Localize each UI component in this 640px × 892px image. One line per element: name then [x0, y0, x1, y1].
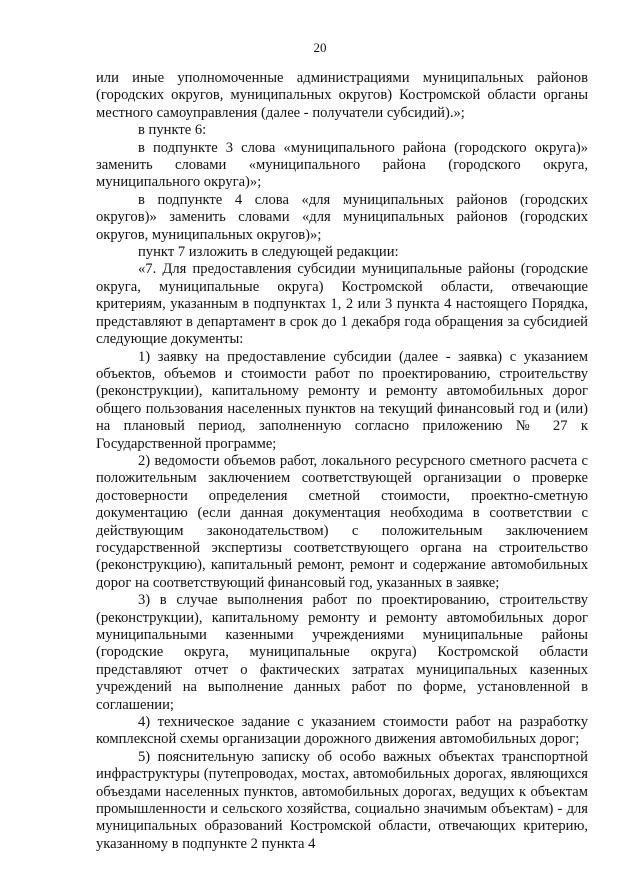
paragraph-item-7-header: пункт 7 изложить в следующей редакции: [138, 244, 399, 261]
paragraph-subitem-3: в подпункте 3 слова «муниципального района (городского округа)» заменить словами «муниципального района (городского округа, муниципального округа)»; [96, 139, 588, 191]
document-body [96, 70, 588, 853]
paragraph-item-6-header: в пункте 6: [138, 122, 207, 139]
paragraph-doc-1: 1) заявку на предоставление субсидии (далее - заявка) с указанием объектов, объемов и стоимости работ по проектированию, строительству (реконструкции), капитальному ремонту и ремонту автомобильных дорог общего пользования населенных пунктов на текущий финансовый год и (или) на плановый период, заполненную согласно приложению № 27 к Государственной программе; [96, 348, 588, 452]
paragraph-doc-5: 5) пояснительную записку об особо важных объектах транспортной инфраструктуры (путепроводах, мостах, автомобильных дорогах, являющихся объездами населенных пунктов, автомобильных дорогах, ведущих к объектам промышленности и сельского хозяйства, социально значимым объектам) - для муниципальных образований Костромской области, отвечающих критерию, указанному в подпункте 2 пункта 4 [96, 748, 588, 852]
paragraph-subitem-4: в подпункте 4 слова «для муниципальных районов (городских округов)» заменить словами «для муниципальных районов (городских округов, муниципальных округов)»; [96, 191, 588, 243]
paragraph-item-7-text: «7. Для предоставления субсидии муниципальные районы (городские округа, муниципальные округа) Костромской области, отвечающие критериям, указанным в подпунктах 1, 2 или 3 пункта 4 настоящего Порядка, представляют в департамент в срок до 1 декабря года обращения за субсидией следующие документы: [96, 261, 588, 348]
paragraph-doc-3: 3) в случае выполнения работ по проектированию, строительству (реконструкции), капитальному ремонту и ремонту автомобильных дорог муниципальными казенными учреждениями муниципальные районы (городские округа, муниципальные округа) Костромской области представляют отчет о фактических затратах муниципальных казенных учреждений на выполнение данных работ по форме, установленной в соглашении; [96, 592, 588, 713]
paragraph-doc-4: 4) техническое задание с указанием стоимости работ на разработку комплексной схемы организации дорожного движения автомобильных дорог; [96, 714, 588, 748]
paragraph-doc-2: 2) ведомости объемов работ, локального ресурсного сметного расчета с положительным заключением соответствующей организации о проверке достоверности определения сметной стоимости, проектно-сметную документацию (если данная документация необходима в соответствии с действующим законодательством) с положительным заключением государственной экспертизы соответствующего органа на строительство (реконструкцию), капитальный ремонт, ремонт и содержание автомобильных дорог на соответствующий финансовый год, указанных в заявке; [96, 452, 588, 591]
page-number: 20 [313, 40, 327, 55]
paragraph-continuation: или иные уполномоченные администрациями муниципальных районов (городских округов, муниципальных округов) Костромской области органы местного самоуправления (далее - получатели субсидий).»; [96, 70, 588, 121]
